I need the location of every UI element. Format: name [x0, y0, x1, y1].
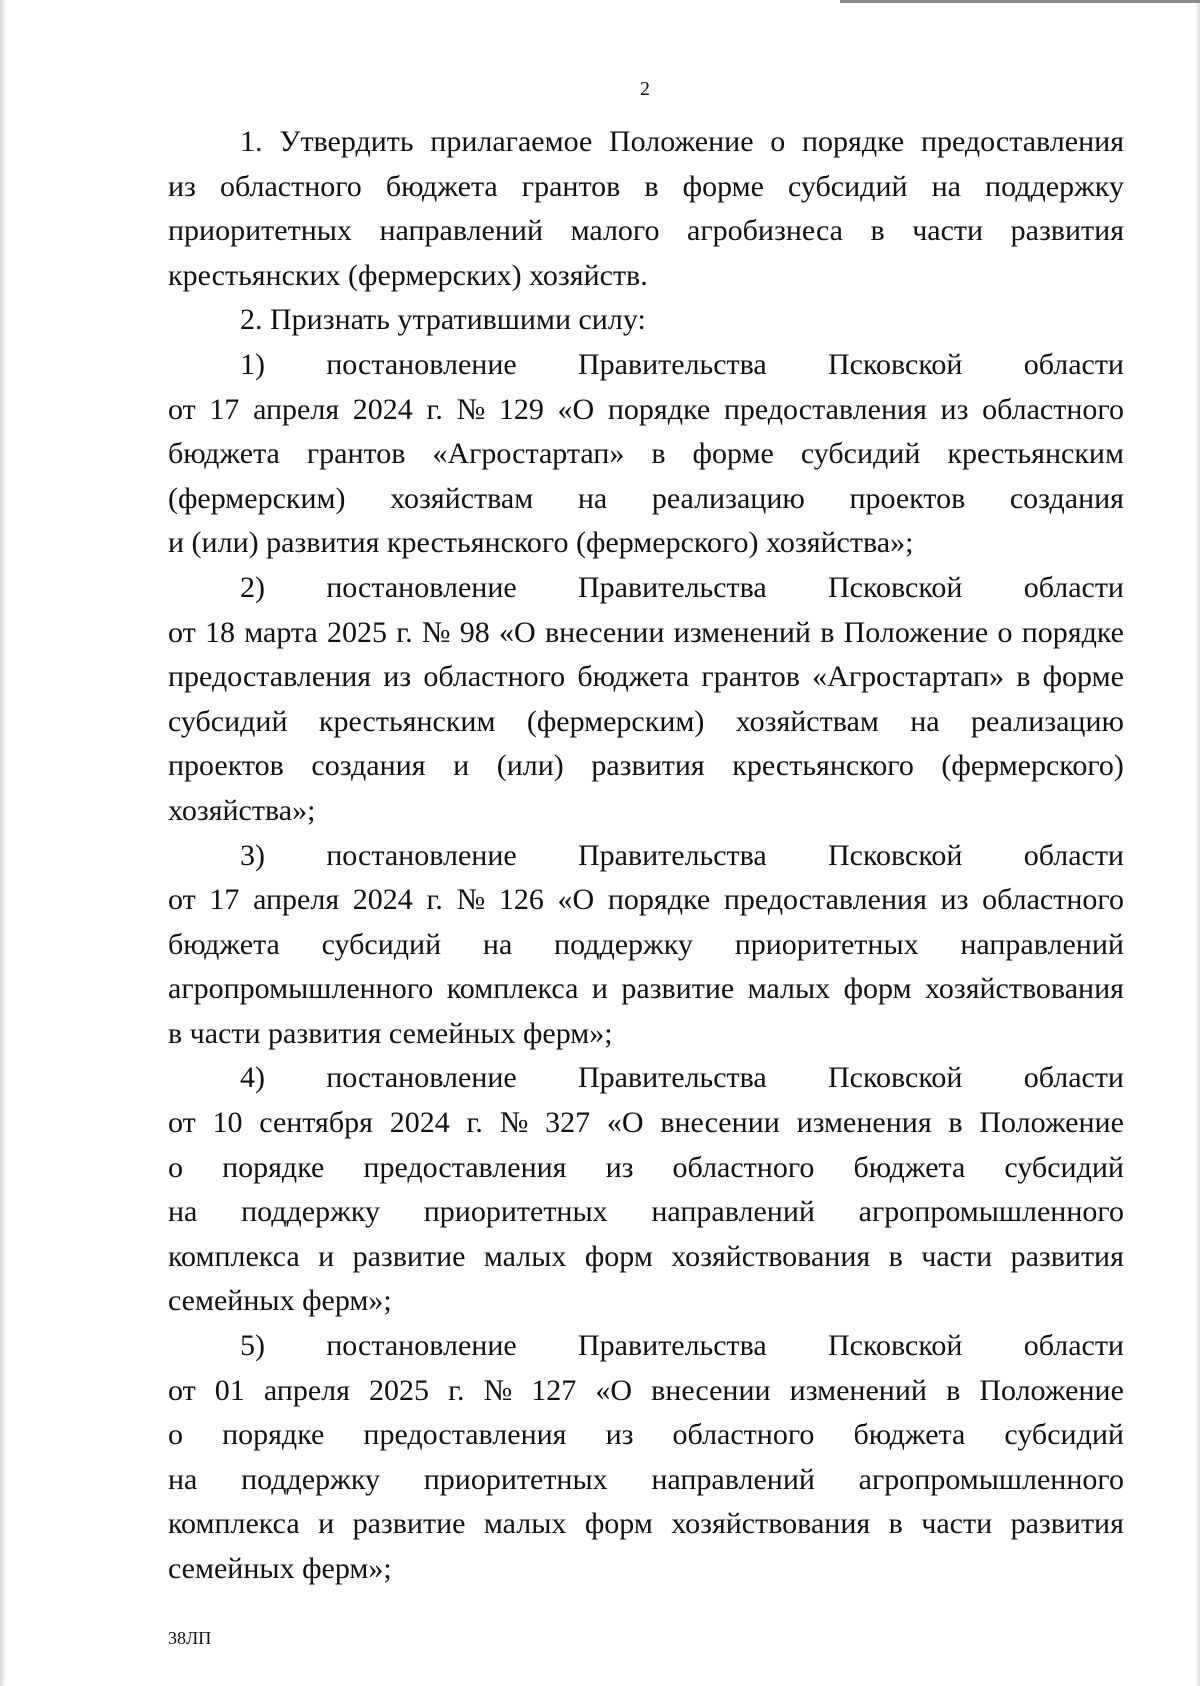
word: Правительства [577, 1329, 767, 1363]
scan-edge-top [840, 0, 1200, 3]
word: развития [1010, 1507, 1124, 1541]
word: бюджета [385, 169, 498, 203]
word: марта [244, 615, 318, 649]
word: Псковской [828, 1061, 963, 1095]
word: малых [747, 972, 831, 1006]
word: крестьянским [318, 704, 496, 738]
word: проектов [168, 749, 284, 783]
word: от [168, 615, 196, 649]
word: областного [219, 169, 362, 203]
word: субсидий [1004, 1418, 1124, 1452]
word: Правительства [577, 347, 767, 381]
word: Псковской [828, 570, 963, 604]
word: 126 [498, 883, 544, 917]
word: поддержку [985, 169, 1124, 203]
word: из [605, 1150, 634, 1184]
word: изменения [796, 1106, 932, 1140]
word: Псковской [828, 347, 963, 381]
footer-code: 38ЛП [168, 1628, 212, 1648]
scan-edge-left [0, 0, 7, 1686]
word: (фермерским) [168, 481, 346, 515]
text-line: семейных ферм»; [168, 1552, 392, 1585]
word: 129 [498, 392, 544, 426]
word: от [168, 1373, 196, 1407]
text-line [168, 477, 1124, 522]
word: бюджета [577, 660, 690, 694]
word: области [1023, 1329, 1124, 1363]
word: из [940, 392, 969, 426]
word: 17 [209, 392, 240, 426]
word: развития [591, 749, 705, 783]
text-line [168, 120, 1124, 165]
word: предоставления [168, 660, 372, 694]
word: предоставления [363, 1150, 567, 1184]
word: внесении [544, 615, 665, 649]
text-line: хозяйства»; [168, 793, 316, 827]
word: 2025 [326, 615, 387, 649]
word: апреля [253, 392, 340, 426]
word: приоритетных [734, 927, 919, 961]
word: 1) [240, 347, 265, 381]
word: на [931, 169, 961, 203]
word: 10 [212, 1106, 243, 1140]
word: в [948, 1106, 963, 1140]
word: приоритетных [423, 1195, 608, 1229]
word: бюджета [853, 1418, 966, 1452]
word: 2024 [389, 1106, 450, 1140]
word: реализацию [651, 481, 805, 515]
word: «О [499, 615, 536, 649]
word: г. [396, 615, 413, 649]
word: постановление [326, 347, 517, 381]
word: в [651, 437, 666, 471]
word: в [820, 615, 835, 649]
word: от [168, 1106, 196, 1140]
word: от [168, 392, 196, 426]
word: от [168, 883, 196, 917]
word: (или) [496, 749, 564, 783]
word: областного [423, 660, 566, 694]
word: поддержку [241, 1195, 381, 1229]
word: агробизнеса [687, 214, 843, 248]
word: о [770, 125, 786, 158]
word: 01 [214, 1373, 245, 1407]
word: и [318, 1507, 335, 1541]
paragraph-6 [168, 1056, 1124, 1324]
word: постановление [326, 1329, 517, 1363]
word: № [456, 392, 486, 426]
word: внесении [660, 1106, 780, 1140]
word: на [168, 1462, 198, 1496]
word: Положение [608, 125, 754, 158]
word: № [456, 883, 486, 917]
word: № [483, 1373, 513, 1407]
text-line [168, 432, 1124, 477]
word: форм [843, 972, 912, 1006]
text-line [168, 878, 1124, 923]
word: создания [311, 749, 426, 783]
word: поддержку [241, 1462, 381, 1496]
text-line [168, 967, 1124, 1012]
word: о [168, 1150, 183, 1184]
word: на [168, 1195, 198, 1229]
word: порядке [607, 883, 711, 917]
word: комплекса [168, 1239, 300, 1273]
word: г. [426, 883, 443, 917]
word: форм [584, 1507, 653, 1541]
word: внесении [651, 1373, 771, 1407]
paragraph-7 [168, 1324, 1124, 1592]
text-line [168, 1413, 1124, 1458]
word: «О [595, 1373, 633, 1407]
word: хозяйствования [671, 1507, 871, 1541]
word: хозяйствам [735, 704, 879, 738]
word: изменений [789, 1373, 927, 1407]
word: г. [426, 392, 443, 426]
word: хозяйствам [390, 481, 534, 515]
word: о [997, 615, 1013, 649]
word: областного [672, 1150, 815, 1184]
text-line: и (или) развития крестьянского (фермерского) хозяйства»; [168, 526, 914, 560]
word: направлений [651, 1462, 815, 1496]
word: и [591, 972, 608, 1006]
page-number: 2 [640, 78, 650, 100]
text-line [168, 1502, 1124, 1547]
word: развитие [352, 1239, 466, 1273]
word: в [870, 214, 885, 248]
word: апреля [263, 1373, 350, 1407]
word: проектов [849, 481, 966, 515]
word: создания [1009, 481, 1124, 515]
word: «О [557, 883, 595, 917]
paragraph-4 [168, 566, 1124, 834]
word: областного [982, 392, 1124, 426]
word: комплекса [446, 972, 579, 1006]
word: и [318, 1239, 335, 1273]
word: в [1016, 660, 1031, 694]
word: из [605, 1418, 634, 1452]
word: 3) [240, 838, 265, 872]
word: Правительства [577, 838, 767, 872]
paragraph-5 [168, 834, 1124, 1057]
text-line: семейных ферм»; [168, 1284, 392, 1318]
word: развития [1010, 214, 1124, 248]
word: (фермерским) [526, 704, 705, 738]
word: субсидий [168, 704, 288, 738]
word: области [1023, 347, 1124, 381]
word: субсидий [800, 437, 921, 471]
text-line: 2. Признать утратившими силу: [240, 303, 646, 337]
word: бюджета [168, 927, 280, 961]
word: малых [483, 1239, 567, 1273]
word: № [421, 615, 451, 649]
word: направлений [379, 214, 544, 248]
word: форме [682, 169, 764, 203]
word: субсидий [321, 927, 442, 961]
word: на [482, 927, 513, 961]
word: направлений [960, 927, 1124, 961]
word: малых [483, 1507, 567, 1541]
word: 2024 [352, 392, 413, 426]
word: Правительства [577, 1061, 767, 1095]
word: из [383, 660, 412, 694]
word: развития [1010, 1239, 1124, 1273]
word: № [499, 1106, 529, 1140]
text-line [168, 1324, 1124, 1369]
text-line [168, 923, 1124, 968]
word: развитие [352, 1507, 466, 1541]
word: Утвердить [279, 125, 414, 158]
word: предоставления [920, 125, 1124, 158]
word: 98 [459, 615, 490, 649]
word: областного [982, 883, 1124, 917]
word: 2) [240, 570, 265, 604]
word: грантов [306, 437, 406, 471]
text-line: в части развития семейных ферм»; [168, 1016, 613, 1050]
word: порядке [801, 125, 905, 158]
text-line [168, 1101, 1124, 1146]
word: хозяйствования [671, 1239, 871, 1273]
word: на [577, 481, 608, 515]
word: 327 [545, 1106, 591, 1140]
word: г. [466, 1106, 483, 1140]
word: порядке [1021, 615, 1124, 649]
document-body [168, 120, 1124, 1592]
word: из [940, 883, 969, 917]
word: области [1023, 1061, 1124, 1095]
word: области [1023, 570, 1124, 604]
word: «Агростартап» [432, 437, 625, 471]
text-line: крестьянских (фермерских) хозяйств. [168, 258, 648, 292]
word: части [921, 1507, 993, 1541]
word: реализацию [970, 704, 1124, 738]
text-line [168, 1056, 1124, 1101]
word: в [946, 1373, 961, 1407]
text-line [168, 1458, 1124, 1503]
word: грантов [701, 660, 800, 694]
word: в [644, 169, 659, 203]
word: комплекса [168, 1507, 300, 1541]
paragraph-3 [168, 343, 1124, 566]
text-line [168, 700, 1124, 745]
word: бюджета [853, 1150, 966, 1184]
word: Правительства [577, 570, 767, 604]
word: направлений [651, 1195, 815, 1229]
word: «О [606, 1106, 644, 1140]
word: апреля [253, 883, 340, 917]
word: изменений [673, 615, 811, 649]
word: Псковской [828, 838, 963, 872]
word: в [888, 1239, 903, 1273]
word: постановление [326, 1061, 517, 1095]
word: в [888, 1507, 903, 1541]
word: хозяйствования [924, 972, 1124, 1006]
word: областного [672, 1418, 815, 1452]
text-line [168, 566, 1124, 611]
word: 4) [240, 1061, 265, 1095]
word: предоставления [723, 883, 927, 917]
scan-edge-right [1194, 0, 1200, 1686]
word: форме [1042, 660, 1124, 694]
text-line [168, 611, 1124, 656]
text-line [168, 1146, 1124, 1191]
word: 2025 [369, 1373, 430, 1407]
word: крестьянского [732, 749, 914, 783]
word: Псковской [828, 1329, 963, 1363]
word: Положение [843, 615, 989, 649]
text-line [168, 1235, 1124, 1280]
word: Положение [979, 1106, 1124, 1140]
word: из [168, 169, 196, 203]
word: части [921, 1239, 993, 1273]
word: грантов [521, 169, 621, 203]
text-line [168, 343, 1124, 388]
word: порядке [222, 1150, 325, 1184]
word: прилагаемое [430, 125, 593, 158]
text-line [168, 744, 1124, 789]
text-line [168, 165, 1124, 210]
text-line [168, 1190, 1124, 1235]
text-line [168, 388, 1124, 433]
word: «О [557, 392, 595, 426]
text-line [168, 834, 1124, 879]
word: 1. [240, 125, 263, 158]
word: порядке [222, 1418, 325, 1452]
word: на [910, 704, 940, 738]
word: 18 [204, 615, 235, 649]
word: области [1023, 838, 1124, 872]
paragraph-1 [168, 120, 1124, 298]
word: агропромышленного [858, 1195, 1124, 1229]
word: бюджета [168, 437, 280, 471]
text-line [168, 1369, 1124, 1414]
paragraph-2 [168, 298, 1124, 343]
word: субсидий [788, 169, 908, 203]
text-line [168, 209, 1124, 254]
word: 127 [531, 1373, 577, 1407]
word: г. [448, 1373, 465, 1407]
word: приоритетных [423, 1462, 608, 1496]
word: агропромышленного [858, 1462, 1124, 1496]
word: поддержку [554, 927, 693, 961]
word: сентября [259, 1106, 373, 1140]
word: о [168, 1418, 183, 1452]
word: 17 [209, 883, 240, 917]
word: «Агростартап» [812, 660, 1005, 694]
word: малого [570, 214, 660, 248]
word: порядке [607, 392, 711, 426]
word: Положение [979, 1373, 1124, 1407]
word: приоритетных [168, 214, 352, 248]
word: субсидий [1004, 1150, 1124, 1184]
word: предоставления [723, 392, 927, 426]
word: форме [692, 437, 774, 471]
word: и [453, 749, 470, 783]
word: крестьянским [947, 437, 1124, 471]
word: развитие [621, 972, 735, 1006]
word: предоставления [363, 1418, 567, 1452]
text-line [168, 655, 1124, 700]
word: 2024 [352, 883, 413, 917]
word: части [912, 214, 984, 248]
word: постановление [326, 570, 517, 604]
word: постановление [326, 838, 517, 872]
word: 5) [240, 1329, 265, 1363]
word: форм [584, 1239, 653, 1273]
word: агропромышленного [168, 972, 434, 1006]
word: (фермерского) [941, 749, 1124, 783]
